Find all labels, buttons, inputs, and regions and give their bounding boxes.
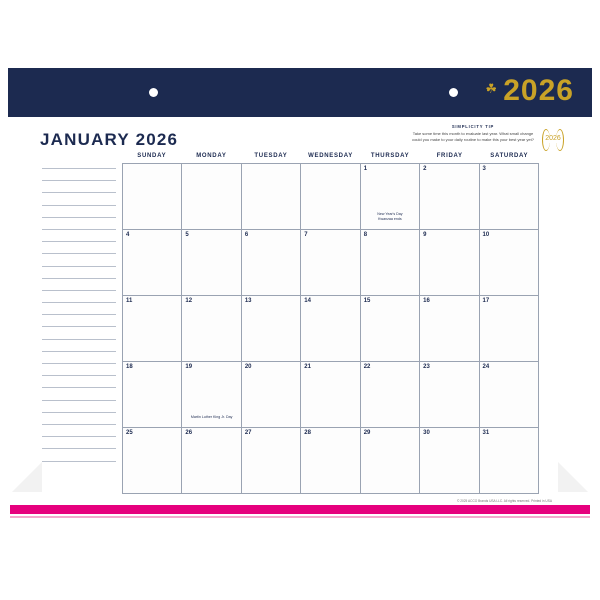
day-number: 18 [126,364,133,370]
day-number: 5 [185,232,189,238]
calendar-day-cell[interactable] [242,362,301,428]
corner-slot-bottom-right [558,462,588,492]
note-line[interactable] [42,400,116,401]
day-number: 16 [423,298,430,304]
calendar-day-cell[interactable] [361,164,420,230]
calendar-day-cell[interactable] [123,296,182,362]
header-band [8,68,592,117]
note-line[interactable] [42,436,116,437]
day-event-label: New Year's Day Kwanzaa ends [377,211,403,222]
calendar-day-cell[interactable] [301,296,360,362]
page-title: JANUARY 2026 [40,130,179,149]
day-number: 15 [363,298,371,304]
day-number: 14 [304,298,311,304]
note-line[interactable] [42,290,116,291]
calendar-day-cell[interactable] [361,230,420,296]
weekday-header-thursday: THURSDAY [370,153,410,159]
calendar-day-cell[interactable] [420,164,479,230]
day-number: 2 [423,166,427,172]
calendar-week-row [123,362,539,428]
note-line[interactable] [42,461,116,462]
day-number: 26 [185,430,193,436]
calendar-week-row [123,428,539,494]
gold-seal-icon: 2026 [540,126,566,152]
calendar-day-cell[interactable] [182,164,241,230]
day-number: 10 [482,232,490,238]
note-line[interactable] [42,278,116,279]
day-number: 1 [363,166,368,172]
day-number: 8 [363,232,368,238]
note-line[interactable] [42,241,116,242]
day-number: 13 [244,298,252,304]
day-number: 4 [126,232,130,238]
corner-slot-bottom-left [12,462,42,492]
note-line[interactable] [42,229,116,230]
calendar-day-cell[interactable] [242,230,301,296]
note-line[interactable] [42,168,116,169]
calendar-day-cell[interactable] [480,296,539,362]
calendar-day-cell[interactable] [182,296,241,362]
weekday-header-wednesday: WEDNESDAY [308,153,353,159]
note-line[interactable] [42,205,116,206]
note-line[interactable] [42,448,116,449]
note-line[interactable] [42,253,116,254]
note-line[interactable] [42,375,116,376]
calendar-day-cell[interactable] [420,428,479,494]
note-line[interactable] [42,192,116,193]
calendar-day-cell[interactable] [480,164,539,230]
calendar-day-cell[interactable] [123,164,182,230]
note-line[interactable] [42,326,116,327]
calendar-day-cell[interactable] [301,428,360,494]
day-number: 7 [304,232,308,238]
note-line[interactable] [42,412,116,413]
year-label: 2026 [503,74,574,107]
day-number: 29 [363,430,371,436]
calendar-day-cell[interactable] [480,230,539,296]
footer-bar [10,505,590,514]
notes-area[interactable] [42,168,116,473]
calendar-day-cell[interactable] [182,428,241,494]
calendar-week-row [123,230,539,296]
day-number: 30 [423,430,430,436]
day-number: 21 [304,364,311,370]
calendar-day-cell[interactable] [123,428,182,494]
weekday-header-sunday: SUNDAY [137,153,167,159]
day-number: 17 [482,298,490,304]
simplicity-tip-body: Take some time this month to evaluate last year. What small change could you make to your daily routine to make this your best year yet? [412,131,534,142]
calendar-day-cell[interactable] [420,230,479,296]
weekday-header-tuesday: TUESDAY [254,153,288,159]
calendar-day-cell[interactable] [420,296,479,362]
calendar-day-cell[interactable] [242,164,301,230]
simplicity-tip [408,124,538,143]
calendar-grid [122,150,539,494]
day-number: 19 [185,364,193,370]
day-number: 28 [304,430,311,436]
note-line[interactable] [42,314,116,315]
day-number: 20 [244,364,252,370]
day-number: 27 [244,430,252,436]
calendar-week-row [123,164,539,230]
calendar-day-cell[interactable] [301,362,360,428]
calendar-day-cell[interactable] [480,362,539,428]
calendar-day-cell[interactable] [182,230,241,296]
note-line[interactable] [42,180,116,181]
day-number: 6 [244,232,249,238]
calendar-day-cell[interactable] [301,164,360,230]
calendar-day-cell[interactable] [361,296,420,362]
day-number: 23 [423,364,430,370]
weekday-header-saturday: SATURDAY [490,153,529,159]
day-number: 22 [363,364,371,370]
calendar-day-cell[interactable] [242,428,301,494]
day-number: 3 [482,166,486,172]
calendar-day-cell[interactable] [361,362,420,428]
calendar-day-cell[interactable] [123,230,182,296]
calendar-week-row [123,296,539,362]
pineapple-icon: ☘ [485,81,497,96]
note-line[interactable] [42,217,116,218]
day-number: 24 [482,364,490,370]
day-number: 31 [482,430,490,436]
day-number: 25 [126,430,133,436]
note-line[interactable] [42,387,116,388]
calendar-day-cell[interactable] [480,428,539,494]
calendar-day-cell[interactable] [123,362,182,428]
punch-hole-right [449,88,458,97]
note-line[interactable] [42,351,116,352]
calendar-day-cell[interactable] [182,362,241,428]
calendar-weeks [122,163,539,494]
calendar-day-cell[interactable] [361,428,420,494]
weekday-header-friday: FRIDAY [436,153,463,159]
calendar-day-cell[interactable] [242,296,301,362]
day-number: 9 [423,232,427,238]
weekday-header-row [122,150,539,163]
note-line[interactable] [42,339,116,340]
day-number: 12 [185,298,193,304]
day-event-label: Martin Luther King Jr. Day [190,415,233,420]
weekday-header-monday: MONDAY [196,153,227,159]
note-line[interactable] [42,363,116,364]
calendar-day-cell[interactable] [420,362,479,428]
calendar-day-cell[interactable] [301,230,360,296]
note-line[interactable] [42,302,116,303]
punch-hole-left [149,88,158,97]
footer-bar-accent [10,516,590,518]
note-line[interactable] [42,424,116,425]
simplicity-tip-title: SIMPLICITY TIP [451,124,495,129]
copyright-text: © 2025 ACCO Brands USA LLC. All rights reserved. Printed in USA [456,499,552,503]
note-line[interactable] [42,266,116,267]
day-number: 11 [126,298,133,304]
